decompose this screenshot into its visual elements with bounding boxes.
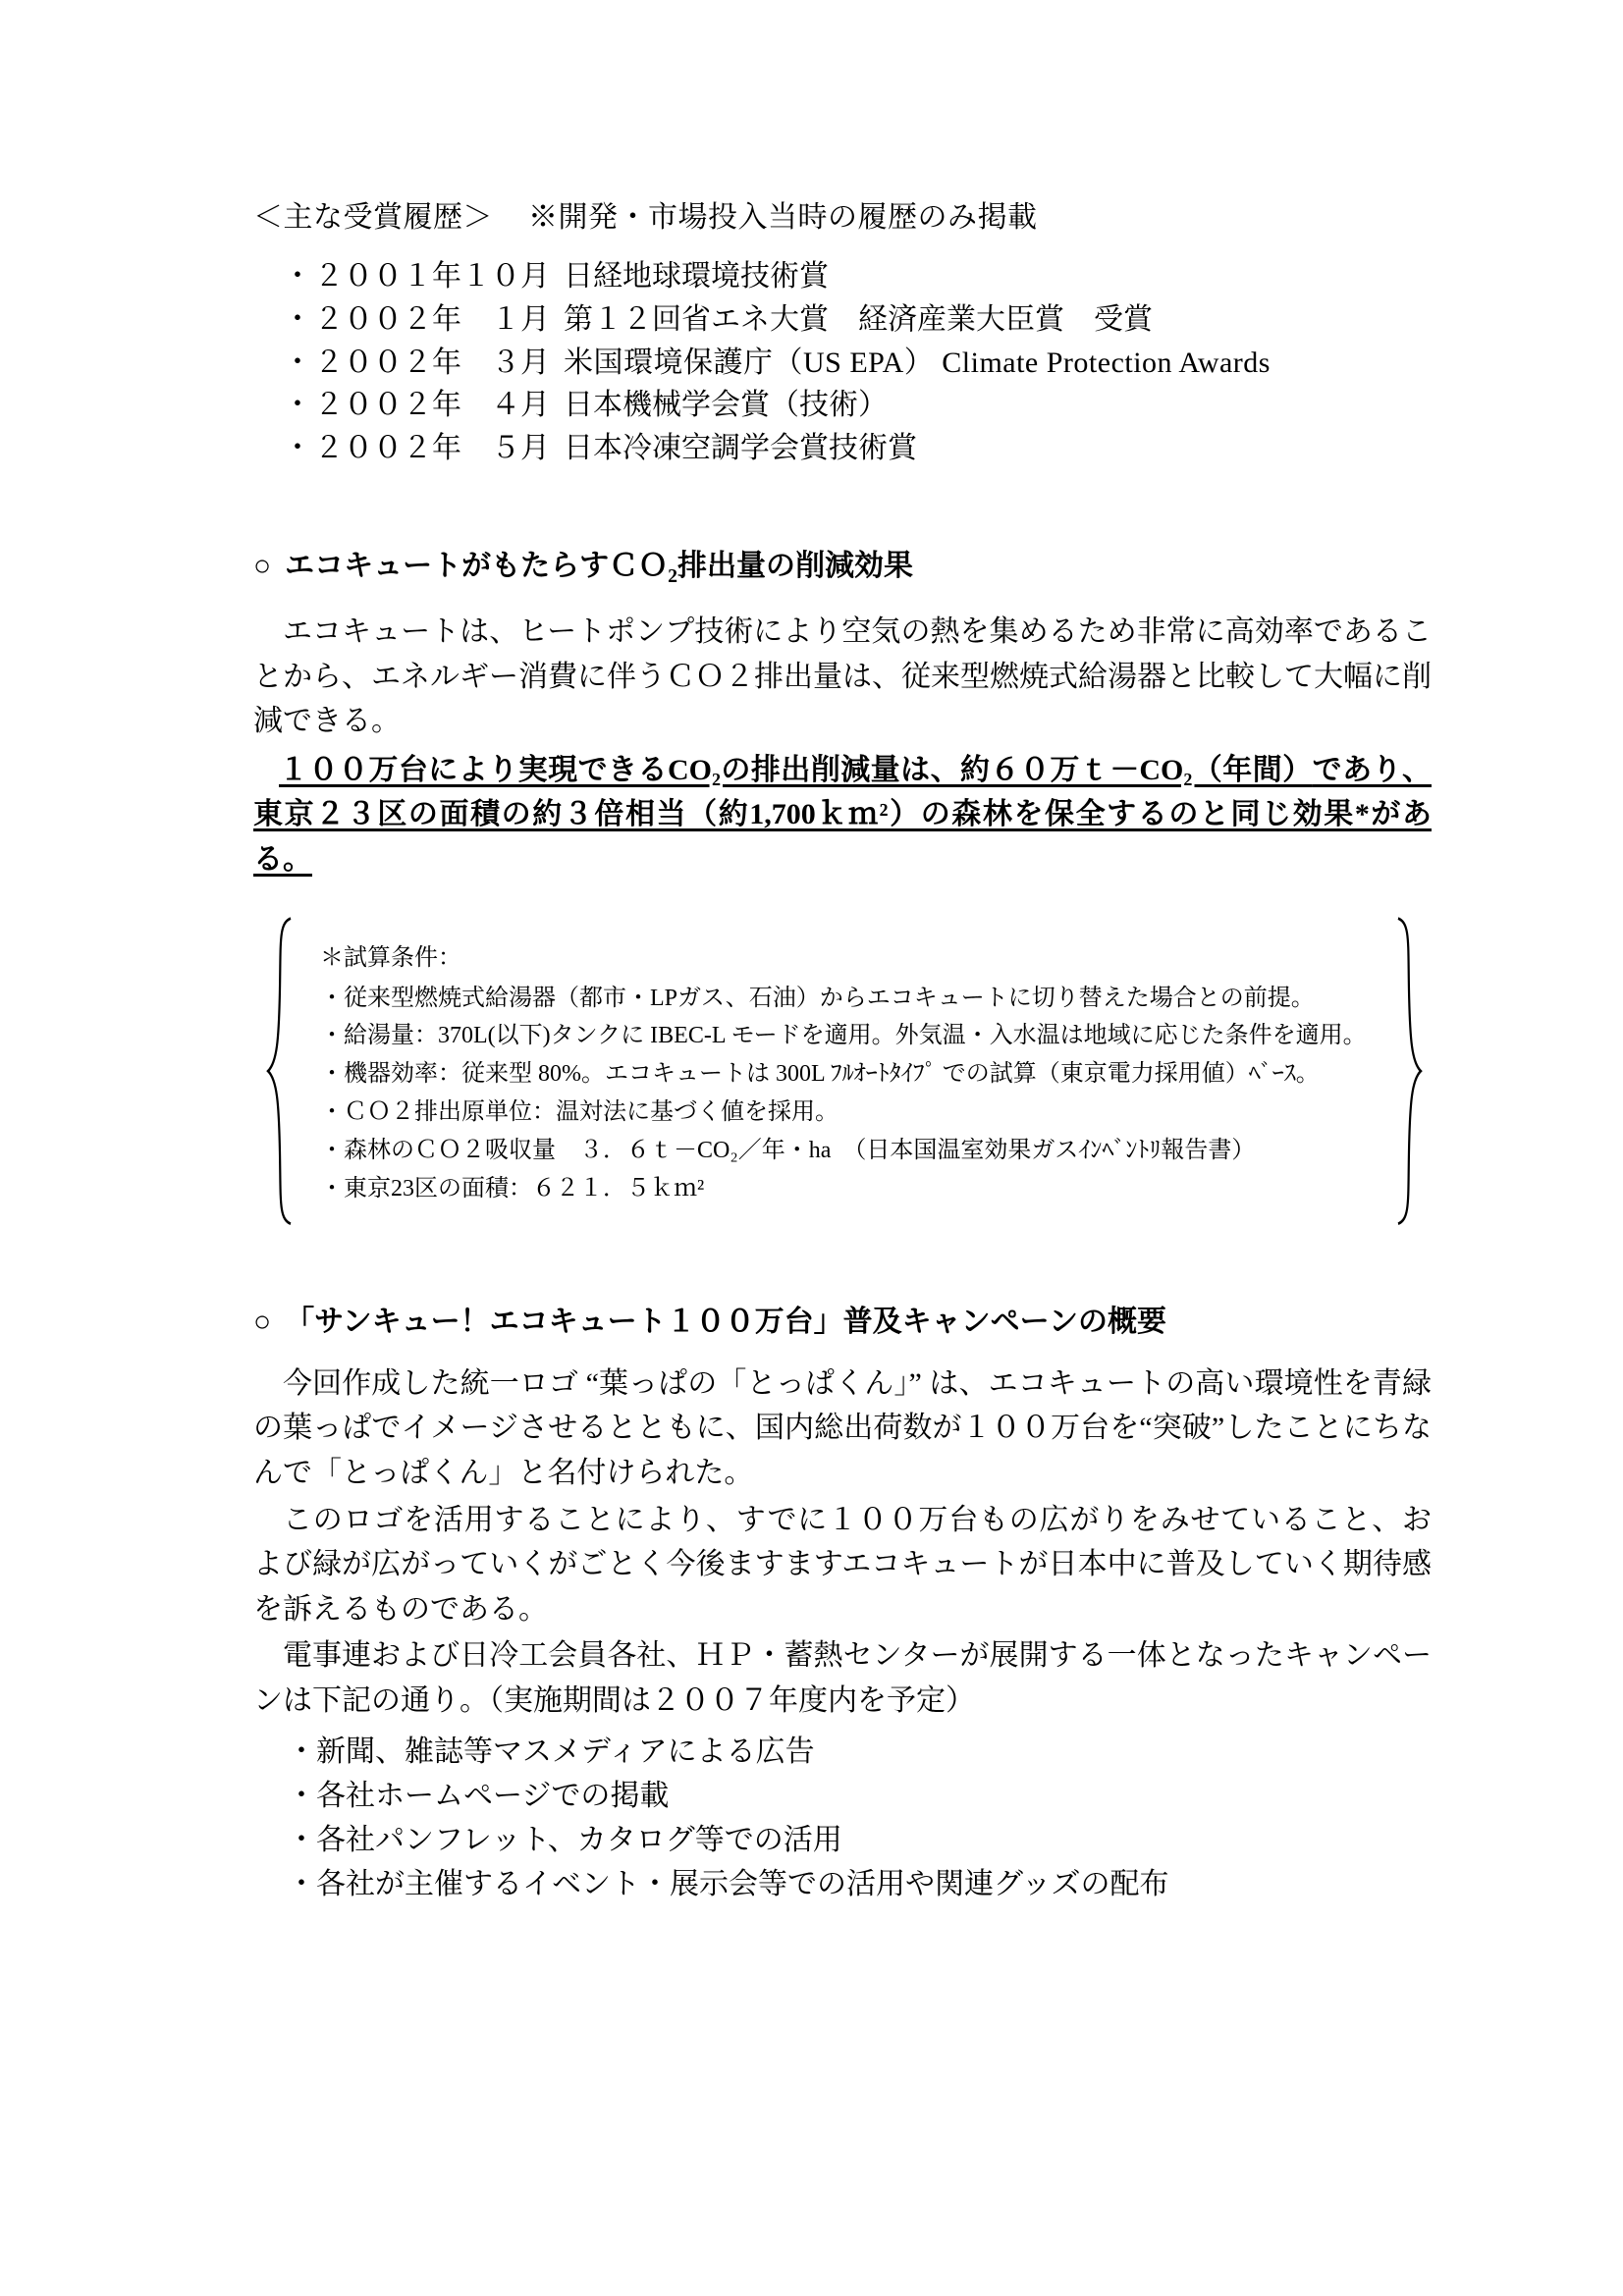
- bullet: ・: [283, 302, 312, 336]
- bullet: ・: [283, 432, 312, 465]
- list-item: ・各社が主催するイベント・展示会等での活用や関連グッズの配布: [287, 1867, 1169, 1900]
- bullet: ・: [283, 346, 312, 379]
- awards-heading: [253, 192, 1432, 236]
- award-title: 米国環境保護庁（US EPA） Climate Protection Awards: [564, 346, 1271, 379]
- assumptions-note-box: [265, 916, 1424, 1226]
- campaign-paragraph-1: 今回作成した統一ロゴ “葉っぱの「とっぱくん」” は、エコキュートの高い環境性を青緑の葉っぱでイメージさせるとともに、国内総出荷数が１００万台を“突破”したことにちなんで「とっぱくん」と名付けられた。: [253, 1366, 1432, 1489]
- list-item: ・各社パンフレット、カタログ等での活用: [287, 1823, 842, 1856]
- co2-paragraph: エコキュートは、ヒートポンプ技術により空気の熱を集めるため非常に高効率であることから、エネルギー消費に伴うＣＯ２排出量は、従来型燃焼式給湯器と比較して大幅に削減できる。: [253, 614, 1432, 738]
- list-item: [283, 384, 1432, 427]
- award-title: 日本機械学会賞（技術）: [564, 389, 888, 422]
- bullet: ・: [283, 389, 312, 422]
- section-heading-co2: [253, 541, 1432, 588]
- awards-heading-label: ＜主な受賞履歴＞: [253, 201, 493, 234]
- list-item: ・新聞、雑誌等マスメディアによる広告: [287, 1735, 815, 1768]
- bullet: ・: [283, 260, 312, 293]
- list-item: [283, 427, 1432, 470]
- award-title: 日本冷凍空調学会賞技術賞: [564, 432, 917, 465]
- campaign-paragraph-2: このロゴを活用することにより、すでに１００万台もの広がりをみせていること、および緑が広がっていくがごとく今後ますますエコキュートが日本中に普及していく期待感を訴えるものである。: [253, 1503, 1432, 1626]
- document-content: [253, 192, 1432, 1906]
- awards-heading-note: ※開発・市場投入当時の履歴のみ掲載: [528, 201, 1038, 234]
- award-date: ２００１年１０月: [314, 260, 550, 293]
- award-date: ２００２年 ４月: [314, 389, 550, 422]
- section-heading-campaign: [253, 1297, 1432, 1340]
- assumptions-title: ＊試算条件：: [320, 944, 461, 971]
- campaign-paragraph-3: 電事連および日冷工会員各社、ＨＰ・蓄熱センターが展開する一体となったキャンペーンは下記の通り。（実施期間は２００７年度内を予定）: [253, 1639, 1432, 1717]
- list-item: ・森林のＣＯ２吸収量 ３．６ｔ－CO₂／年・ha （日本国温室効果ガスｲﾝﾍﾞﾝﾄﾘ報告書）: [320, 1138, 1256, 1164]
- award-date: ２００２年 ５月: [314, 432, 550, 465]
- section-heading-co2-sub: 2: [668, 564, 678, 587]
- co2-emphasis-line2: であり、東京２３区の面積の約３倍相当（約1,700ｋｍ²）の森林を保全するのと同じ効果*がある。: [253, 753, 1432, 876]
- list-item: [283, 298, 1432, 342]
- list-item: ・ＣＯ２排出原単位：温対法に基づく値を採用。: [320, 1099, 839, 1126]
- list-item: [283, 342, 1432, 385]
- section-heading-co2-pre: エコキュートがもたらすＣＯ: [285, 549, 669, 582]
- section-heading-co2-post: 排出量の削減効果: [677, 549, 914, 582]
- list-item: [283, 255, 1432, 298]
- circle-marker-icon: ○: [253, 1305, 272, 1338]
- list-item: ・給湯量：370L(以下)タンクに IBEC-L モードを適用。外気温・入水温は地域に応じた条件を適用。: [320, 1023, 1367, 1049]
- award-title: 日経地球環境技術賞: [564, 260, 829, 293]
- co2-emphasis: [253, 748, 1432, 882]
- right-brace-icon: [1394, 916, 1424, 1226]
- circle-marker-icon: ○: [253, 549, 272, 582]
- list-item: ・機器効率：従来型 80%。エコキュートは 300L ﾌﾙｵｰﾄﾀｲﾌﾟ での試算（東京電力採用値）ﾍﾞｰｽ。: [320, 1061, 1320, 1088]
- assumptions-list: [320, 980, 1369, 1208]
- section-heading-campaign-label: 「サンキュー！エコキュート１００万台」普及キャンペーンの概要: [285, 1305, 1167, 1338]
- award-date: ２００２年 １月: [314, 302, 550, 336]
- list-item: ・各社ホームページでの掲載: [287, 1779, 670, 1812]
- list-item: ・東京23区の面積：６２１．５ｋｍ²: [320, 1175, 705, 1201]
- campaign-list: [287, 1730, 1432, 1906]
- left-brace-icon: [265, 916, 295, 1226]
- award-date: ２００２年 ３月: [314, 346, 550, 379]
- award-title: 第１２回省エネ大賞 経済産業大臣賞 受賞: [564, 302, 1153, 336]
- list-item: ・従来型燃焼式給湯器（都市・LPガス、石油）からエコキュートに切り替えた場合との前提。: [320, 985, 1315, 1011]
- awards-list: [283, 255, 1432, 470]
- co2-emphasis-line1: １００万台により実現できるCO₂の排出削減量は、約６０万ｔ－CO₂（年間）: [279, 753, 1313, 786]
- assumptions-inner: [320, 937, 1369, 1208]
